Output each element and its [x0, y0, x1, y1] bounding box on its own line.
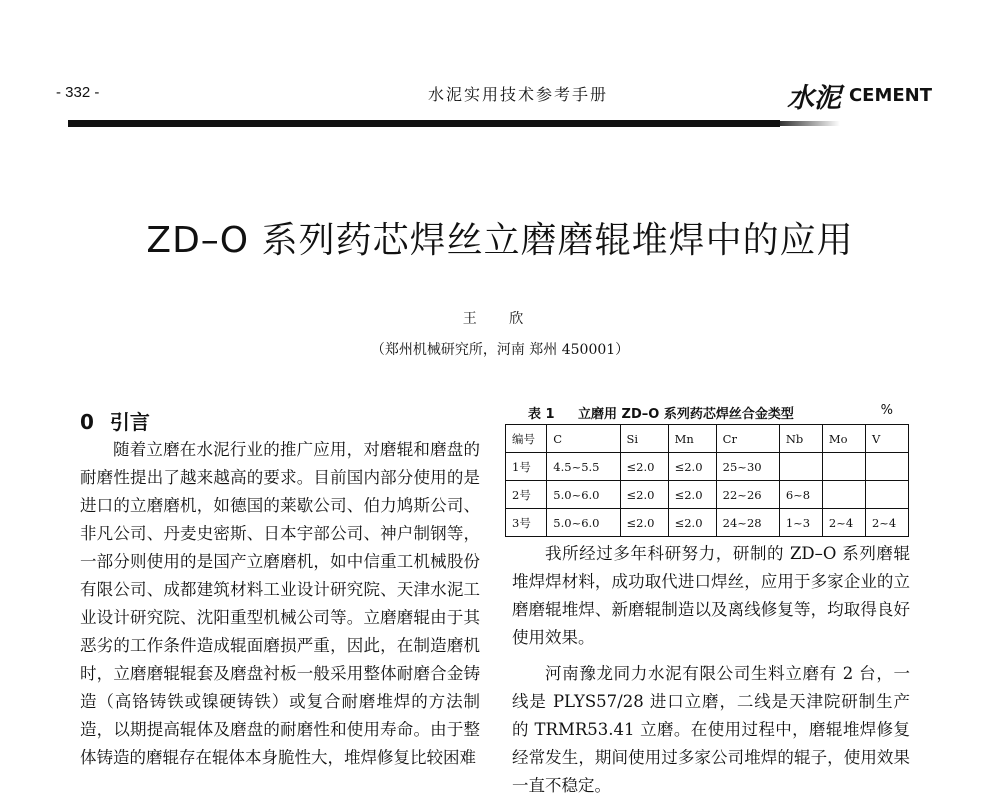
- table-cell: 22~26: [716, 481, 779, 509]
- table-cell: 2号: [506, 481, 547, 509]
- table-cell: 3号: [506, 509, 547, 537]
- table-cell: 1号: [506, 453, 547, 481]
- table-cell: [865, 453, 908, 481]
- header-rule: [68, 120, 780, 127]
- table-cell: ≤2.0: [620, 453, 668, 481]
- section-number: 0: [80, 410, 94, 434]
- section-title: 引言: [109, 410, 150, 434]
- table-cell: ≤2.0: [668, 481, 716, 509]
- table-cell: 5.0~6.0: [547, 481, 620, 509]
- table-cell: 5.0~6.0: [547, 509, 620, 537]
- table-cell: 2~4: [822, 509, 865, 537]
- table-cell: [822, 481, 865, 509]
- table-cell: 25~30: [716, 453, 779, 481]
- table-title: 立磨用 ZD–O 系列药芯焊丝合金类型: [578, 407, 794, 422]
- right-column: [512, 540, 910, 808]
- body-paragraph: 我所经过多年科研努力，研制的 ZD–O 系列磨辊堆焊焊材料，成功取代进口焊丝，应用于多家企业的立磨磨辊堆焊、新磨辊制造以及离线修复等，均取得良好使用效果。: [512, 544, 910, 647]
- table-cell: 6~8: [779, 481, 822, 509]
- table-header-cell: Mo: [822, 425, 865, 453]
- header-rule-fade: [780, 121, 840, 126]
- table-unit: %: [880, 403, 893, 418]
- table-row: [506, 481, 909, 509]
- brand-logo-cn: 水泥: [786, 83, 841, 114]
- table-cell: ≤2.0: [668, 509, 716, 537]
- running-title: 水泥实用技术参考手册: [428, 85, 609, 104]
- alloy-table: [505, 424, 909, 537]
- table-header-cell: Mn: [668, 425, 716, 453]
- section-heading: [80, 406, 150, 435]
- brand-logo-en: CEMENT: [848, 85, 932, 106]
- table-header-row: [506, 425, 909, 453]
- article-author: 王 欣: [462, 311, 538, 327]
- article-affiliation: （郑州机械研究所，河南 郑州 450001）: [370, 342, 630, 358]
- table-header-cell: V: [865, 425, 908, 453]
- table-header-cell: Cr: [716, 425, 779, 453]
- table-cell: [822, 453, 865, 481]
- table-cell: [865, 481, 908, 509]
- table-header-cell: Nb: [779, 425, 822, 453]
- table-cell: [779, 453, 822, 481]
- intro-paragraph: 随着立磨在水泥行业的推广应用，对磨辊和磨盘的耐磨性提出了越来越高的要求。目前国内部分使用的是进口的立磨磨机，如德国的莱歇公司、伯力鸠斯公司、非凡公司、丹麦史密斯、日本宇部公司、神户制钢等，一部分则使用的是国产立磨磨机，如中信重工机械股份有限公司、成都建筑材料工业设计研究院、天津水泥工业设计研究院、沈阳重型机械公司等。立磨磨辊由于其恶劣的工作条件造成辊面磨损严重，因此，在制造磨机时，立磨磨辊辊套及磨盘衬板一般采用整体耐磨合金铸造（高铬铸铁或镍硬铸铁）或复合耐磨堆焊的方法制造，以期提高辊体及磨盘的耐磨性和使用寿命。由于整体铸造的磨辊存在辊体本身脆性大，堆焊修复比较困难: [80, 440, 480, 767]
- table-cell: ≤2.0: [668, 453, 716, 481]
- body-paragraph: 河南豫龙同力水泥有限公司生料立磨有 2 台，一线是 PLYS57/28 进口立磨，二线是天津院研制生产的 TRMR53.41 立磨。在使用过程中，磨辊堆焊修复经常发生，期间使用过多家公司堆焊的辊子，使用效果一直不稳定。: [512, 664, 910, 795]
- page-number: - 332 -: [56, 84, 100, 101]
- table-header-cell: Si: [620, 425, 668, 453]
- table-row: [506, 509, 909, 537]
- table-cell: ≤2.0: [620, 509, 668, 537]
- table-cell: ≤2.0: [620, 481, 668, 509]
- table-cell: 4.5~5.5: [547, 453, 620, 481]
- table-label: 表 1: [528, 407, 555, 422]
- brand-logo: [787, 76, 932, 115]
- table-cell: 1~3: [779, 509, 822, 537]
- table-row: [506, 453, 909, 481]
- table-header-cell: C: [547, 425, 620, 453]
- article-title: ZD–O 系列药芯焊丝立磨磨辊堆焊中的应用: [146, 220, 854, 261]
- page-header: [52, 78, 932, 114]
- left-column: [80, 436, 480, 772]
- table-header-cell: 编号: [506, 425, 547, 453]
- table-cell: 2~4: [865, 509, 908, 537]
- table-caption: [528, 403, 893, 422]
- table-cell: 24~28: [716, 509, 779, 537]
